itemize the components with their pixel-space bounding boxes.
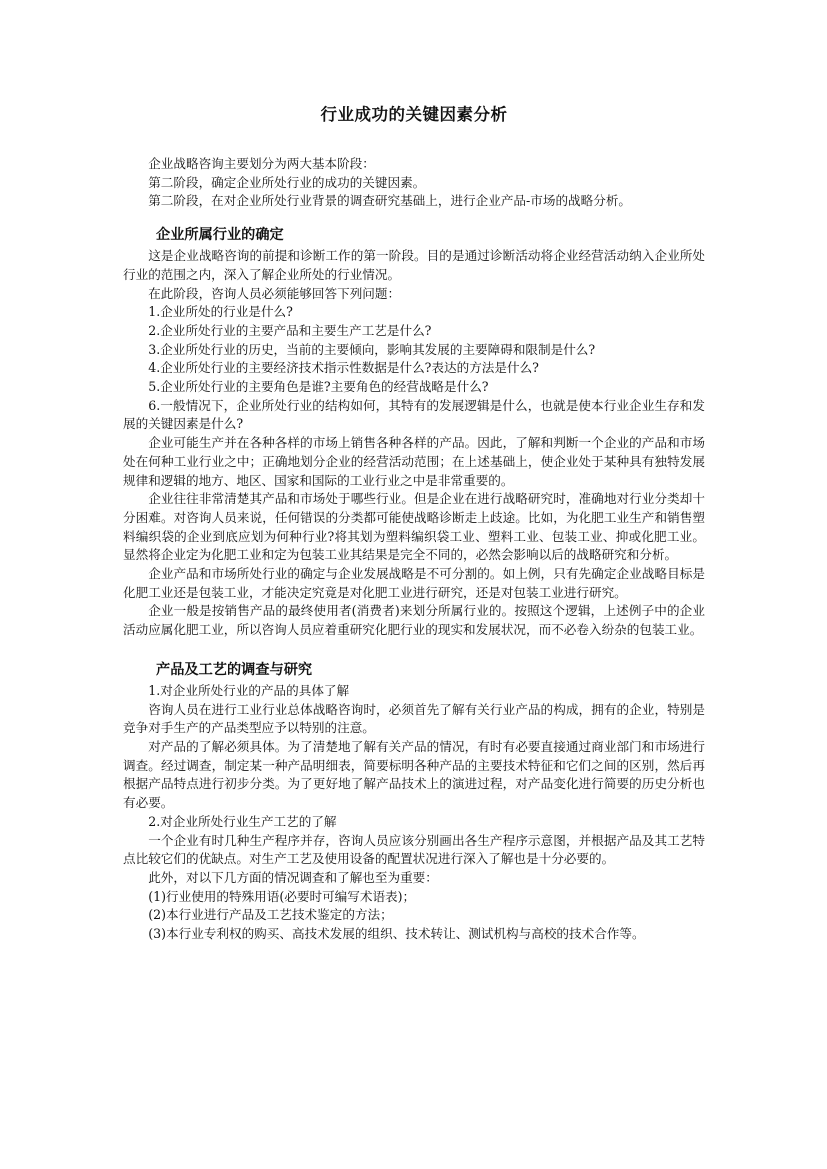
- list-item: (1)行业使用的特殊用语(必要时可编写术语表)；: [148, 888, 416, 904]
- subheading: 2.对企业所处行业生产工艺的了解: [148, 813, 337, 829]
- paragraph: 这是企业战略咨询的前提和诊断工作的第一阶段。目的是通过诊断活动将企业经营活动纳入企业所处行业的范围之内，深入了解企业所处的行业情况。: [123, 248, 705, 282]
- paragraph: 企业往往非常清楚其产品和市场处于哪些行业。但是企业在进行战略研究时，准确地对行业分类却十分困难。对咨询人员来说，任何错误的分类都可能使战略诊断走上歧途。比如，为化肥工业生产和销售塑料编织袋的企业到底应划为何种行业?将其划为塑料编织袋工业、塑料工业、包装工业、抑或化肥工业。显然将企业定为化肥工业和定为包装工业其结果是完全不同的，必然会影响以后的战略研究和分析。: [123, 491, 705, 563]
- paragraph: 企业可能生产并在各种各样的市场上销售各种各样的产品。因此，了解和判断一个企业的产品和市场处在何种工业行业之中；正确地划分企业的经营活动范围；在上述基础上，使企业处于某种具有独特发展规律和逻辑的地方、地区、国家和国际的工业行业之中是非常重要的。: [123, 435, 705, 488]
- intro-line: 第二阶段，确定企业所处行业的成功的关键因素。: [148, 174, 426, 190]
- list-item: 4.企业所处行业的主要经济技术指示性数据是什么?表达的方法是什么?: [148, 360, 539, 376]
- paragraph: 咨询人员在进行工业行业总体战略咨询时，必须首先了解有关行业产品的构成，拥有的企业，特别是竞争对手生产的产品类型应予以特别的注意。: [123, 701, 705, 736]
- section-heading: 企业所属行业的确定: [156, 227, 284, 244]
- paragraph: 企业产品和市场所处行业的确定与企业发展战略是不可分割的。如上例，只有先确定企业战略目标是化肥工业还是包装工业，才能决定究竟是对化肥工业进行研究，还是对包装工业进行研究。: [123, 566, 705, 600]
- list-item: 2.企业所处行业的主要产品和主要生产工艺是什么?: [148, 322, 432, 338]
- paragraph: 此外，对以下几方面的情况调查和了解也至为重要：: [148, 869, 438, 885]
- list-item: 6.一般情况下，企业所处行业的结构如何，其特有的发展逻辑是什么，也就是使本行业企业生存和发展的关键因素是什么?: [123, 397, 705, 432]
- document-title: 行业成功的关键因素分析: [320, 105, 508, 124]
- intro-line: 第二阶段，在对企业所处行业背景的调查研究基础上，进行企业产品-市场的战略分析。: [148, 193, 632, 209]
- intro-block: [123, 155, 705, 211]
- list-item: 3.企业所处行业的历史，当前的主要倾向，影响其发展的主要障碍和限制是什么?: [148, 341, 596, 357]
- paragraph: 对产品的了解必须具体。为了清楚地了解有关产品的情况，有时有必要直接通过商业部门和市场进行调查。经过调查，制定某一种产品明细表，简要标明各种产品的主要技术特征和它们之间的区别，然后再根据产品特点进行初步分类。为了更好地了解产品技术上的演进过程，对产品变化进行简要的历史分析也有必要。: [123, 738, 705, 811]
- list-item: 1.企业所处的行业是什么?: [148, 304, 293, 320]
- intro-line: 企业战略咨询主要划分为两大基本阶段：: [148, 156, 375, 171]
- section-heading: 产品及工艺的调查与研究: [156, 661, 313, 678]
- section-product-process: [123, 660, 705, 944]
- list-item: (2)本行业进行产品及工艺技术鉴定的方法；: [148, 907, 393, 923]
- section-industry-determination: [123, 225, 705, 640]
- list-item: (3)本行业专利权的购买、高技术发展的组织、技术转让、测试机构与高校的技术合作等。: [148, 926, 645, 942]
- paragraph: 在此阶段，咨询人员必须能够回答下列问题：: [148, 285, 401, 301]
- paragraph: 企业一般是按销售产品的最终使用者(消费者)来划分所属行业的。按照这个逻辑，上述例子中的企业活动应属化肥工业，所以咨询人员应着重研究化肥行业的现实和发展状况，而不必卷入纷杂的包装工业。: [123, 603, 705, 638]
- subheading: 1.对企业所处行业的产品的具体了解: [148, 682, 350, 698]
- list-item: 5.企业所处行业的主要角色是谁?主要角色的经营战略是什么?: [148, 379, 489, 395]
- paragraph: 一个企业有时几种生产程序并存，咨询人员应该分别画出各生产程序示意图，并根据产品及其工艺特点比较它们的优缺点。对生产工艺及使用设备的配置状况进行深入了解也是十分必要的。: [123, 832, 705, 867]
- document-page: [123, 103, 705, 944]
